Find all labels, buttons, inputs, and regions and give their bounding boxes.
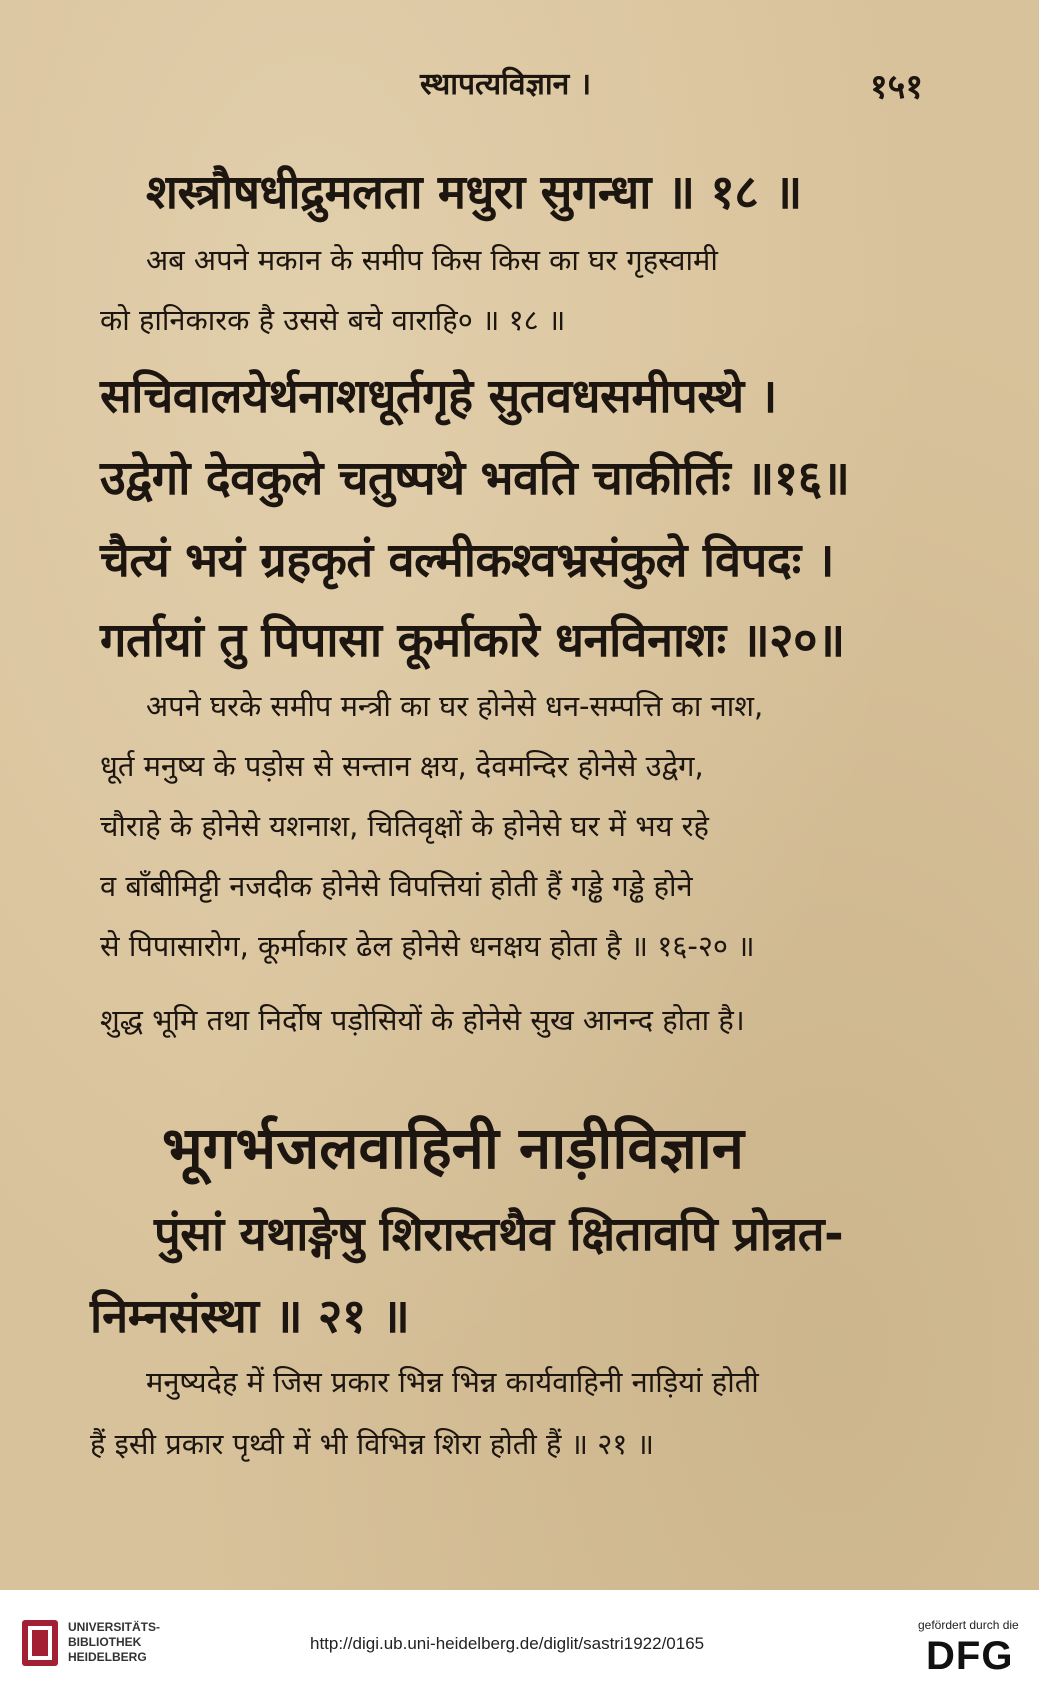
- library-name: [68, 1620, 160, 1665]
- running-head: स्थापत्यविज्ञान ।: [420, 67, 592, 102]
- verse-line: गर्तायां तु पिपासा कूर्माकारे धनविनाशः ॥२०॥: [100, 613, 845, 668]
- verse-line: चैत्यं भयं ग्रहकृतं वल्मीकश्वभ्रसंकुले विपदः ।: [100, 533, 834, 588]
- prose-line: व बाँबीमिट्टी नजदीक होनेसे विपत्तियां होती हैं गड्ढे गड्ढे होने: [100, 869, 693, 903]
- prose-line: हैं इसी प्रकार पृथ्वी में भी विभिन्न शिरा होती हैं ॥ २१ ॥: [90, 1427, 654, 1461]
- funded-by-label: gefördert durch die: [918, 1618, 1019, 1632]
- library-name-line: HEIDELBERG: [68, 1650, 147, 1664]
- library-name-line: UNIVERSITÄTS-: [68, 1620, 161, 1634]
- library-name-line: BIBLIOTHEK: [68, 1635, 142, 1649]
- source-url[interactable]: http://digi.ub.uni-heidelberg.de/diglit/sastri1922/0165: [310, 1634, 705, 1653]
- prose-line: चौराहे के होनेसे यशनाश, चितिवृक्षों के होनेसे घर में भय रहे: [100, 809, 709, 843]
- prose-line: मनुष्यदेह में जिस प्रकार भिन्न भिन्न कार्यवाहिनी नाड़ियां होती: [146, 1365, 759, 1399]
- section-heading: भूगर्भजलवाहिनी नाड़ीविज्ञान: [162, 1114, 744, 1182]
- prose-line: धूर्त मनुष्य के पड़ोस से सन्तान क्षय, देवमन्दिर होनेसे उद्वेग,: [100, 749, 704, 783]
- prose-line: अपने घरके समीप मन्त्री का घर होनेसे धन-सम्पत्ति का नाश,: [146, 689, 764, 723]
- dfg-logo: DFG: [926, 1634, 1014, 1678]
- prose-line: अब अपने मकान के समीप किस किस का घर गृहस्वामी: [146, 243, 718, 277]
- prose-line: को हानिकारक है उससे बचे वाराहि० ॥ १८ ॥: [100, 303, 566, 337]
- verse-line: शस्त्रौषधीद्रुमलता मधुरा सुगन्धा ॥ १८ ॥: [146, 165, 802, 220]
- university-seal-icon: [20, 1618, 60, 1668]
- page-number: १५१: [870, 67, 924, 107]
- verse-line: उद्वेगो देवकुले चतुष्पथे भवति चाकीर्तिः ॥१६॥: [100, 451, 850, 506]
- prose-line: शुद्ध भूमि तथा निर्दोष पड़ोसियों के होनेसे सुख आनन्द होता है।: [100, 1003, 745, 1037]
- verse-line: सचिवालयेर्थनाशधूर्तगृहे सुतवधसमीपस्थे ।: [100, 369, 777, 424]
- verse-line: पुंसां यथाङ्गेषु शिरास्तथैव क्षितावपि प्रोन्नत-: [154, 1207, 844, 1262]
- footer-bar: [0, 1590, 1039, 1694]
- prose-line: से पिपासारोग, कूर्माकार ढेल होनेसे धनक्षय होता है ॥ १६-२० ॥: [100, 929, 755, 963]
- verse-line: निम्नसंस्था ॥ २१ ॥: [90, 1289, 410, 1344]
